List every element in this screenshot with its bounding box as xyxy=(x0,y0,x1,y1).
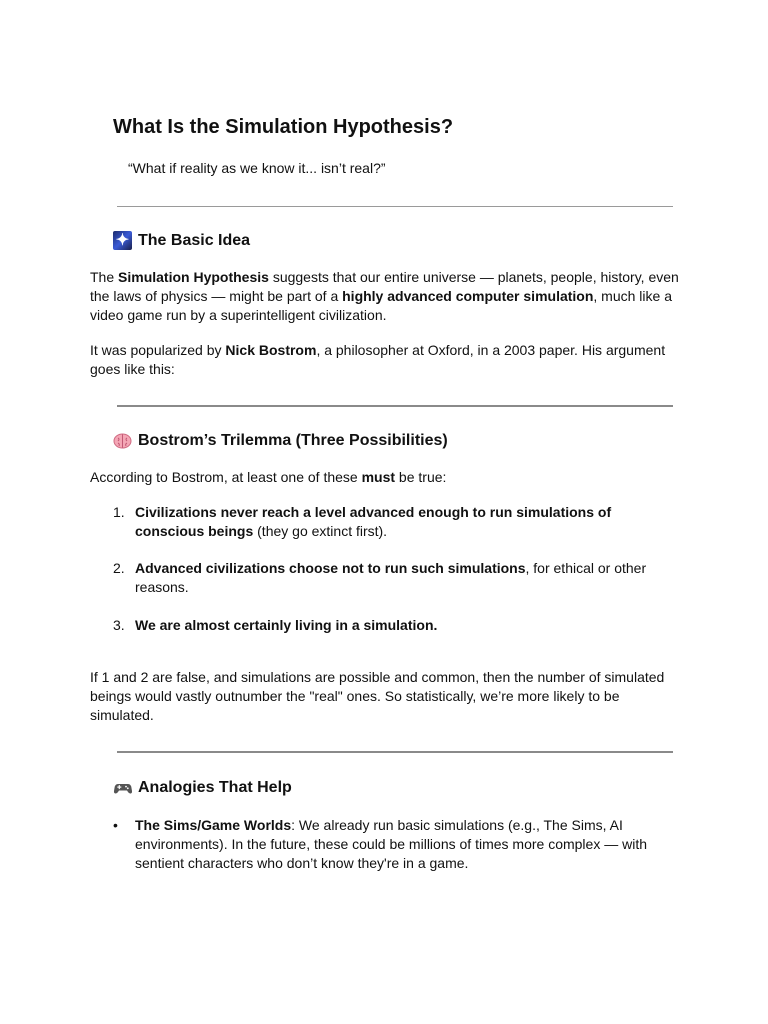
section-heading-text: Analogies That Help xyxy=(138,778,292,796)
list-number: 1. xyxy=(113,504,125,520)
bold-term: must xyxy=(361,469,396,485)
section-heading-analogies xyxy=(113,778,292,797)
bold-term: Simulation Hypothesis xyxy=(118,269,269,285)
page-title: What Is the Simulation Hypothesis? xyxy=(113,116,454,138)
galaxy-icon: ✦ xyxy=(113,231,132,250)
game-controller-icon xyxy=(113,778,132,797)
section-heading-trilemma xyxy=(113,431,448,450)
text-run: , a philosopher at Oxford, in a 2003 paper. His argument goes like this: xyxy=(90,342,666,377)
bullet-text xyxy=(135,816,683,873)
text-run: be true: xyxy=(395,469,447,485)
bold-term: Advanced civilizations choose not to run such simulations xyxy=(135,560,526,576)
text-run: suggests that our entire universe — planets, people, history, even the laws of physics — might be part of a xyxy=(90,269,679,304)
text-run: , for ethical or other reasons. xyxy=(135,560,647,595)
bold-term: Civilizations never reach a level advanced enough to run simulations of conscious beings xyxy=(135,504,612,539)
paragraph-bostrom-intro xyxy=(90,341,680,379)
list-item-text xyxy=(135,559,683,597)
paragraph-trilemma-conclusion: If 1 and 2 are false, and simulations are possible and common, then the number of simulated beings would vastly outnumber the "real" ones. So statistically, we’re more likely to be simulated. xyxy=(90,669,665,723)
paragraph-basic-idea xyxy=(90,268,680,325)
text-run: It was popularized by xyxy=(90,342,226,358)
section-heading-text: The Basic Idea xyxy=(138,231,251,249)
bold-term: We are almost certainly living in a simulation. xyxy=(135,617,438,633)
section-heading-text: Bostrom’s Trilemma (Three Possibilities) xyxy=(138,431,448,449)
list-item-text xyxy=(135,503,683,541)
epigraph-quote: “What if reality as we know it... isn’t real?” xyxy=(128,160,386,176)
divider xyxy=(117,405,673,407)
divider xyxy=(117,206,673,207)
brain-icon xyxy=(113,431,132,450)
bold-term: highly advanced computer simulation xyxy=(342,288,594,304)
divider xyxy=(117,751,673,753)
text-run: The xyxy=(90,269,119,285)
bold-name: Nick Bostrom xyxy=(225,342,317,358)
paragraph-trilemma-intro xyxy=(90,468,680,487)
bullet-marker: • xyxy=(113,817,118,833)
list-number: 3. xyxy=(113,617,125,633)
text-run: : We already run basic simulations (e.g., The Sims, AI environments). In the future, these could be millions of times more complex — with sentient characters who don’t know they're in a game. xyxy=(135,817,647,871)
text-run: According to Bostrom, at least one of these xyxy=(90,469,362,485)
list-number: 2. xyxy=(113,560,125,576)
bold-term: The Sims/Game Worlds xyxy=(135,817,292,833)
text-run: (they go extinct first). xyxy=(253,523,388,539)
section-heading-basic-idea xyxy=(113,231,250,250)
list-item-text xyxy=(135,616,683,635)
text-run: , much like a video game run by a superintelligent civilization. xyxy=(90,288,672,323)
